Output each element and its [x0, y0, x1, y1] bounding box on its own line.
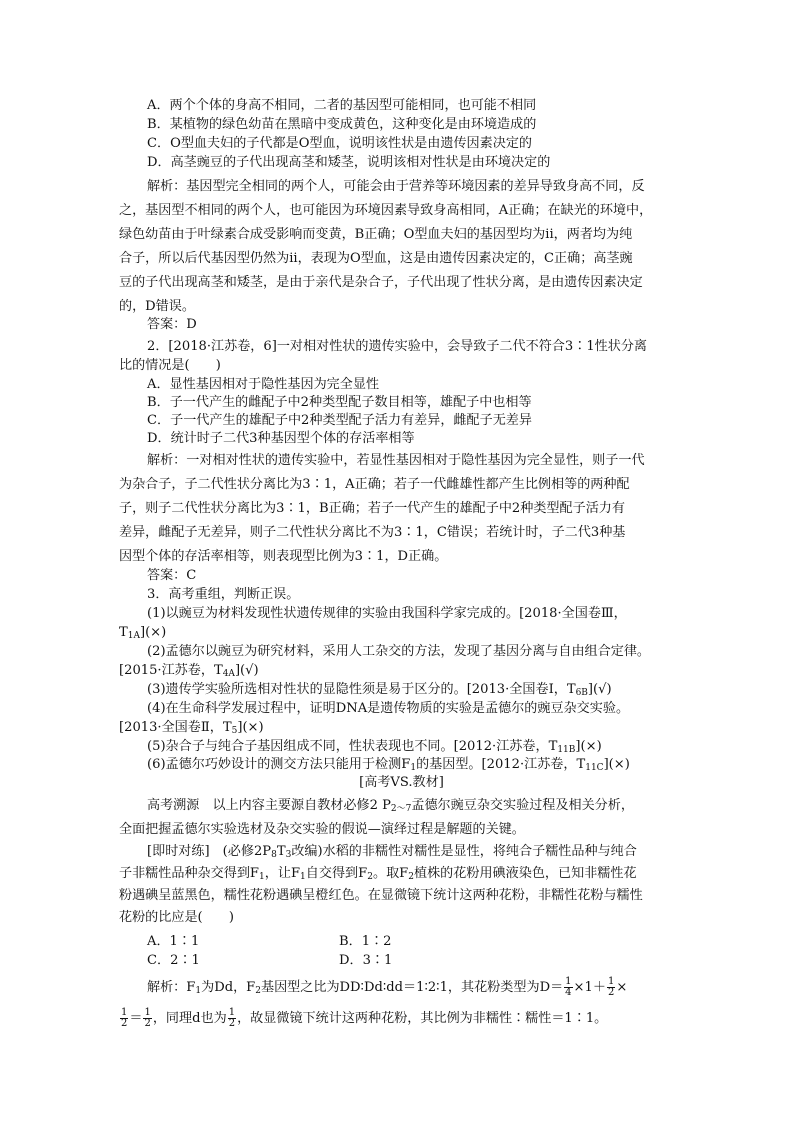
q3-title: 3．高考重组，判断正误。 — [147, 587, 300, 602]
q3-item-4-cont: [2013·全国卷Ⅱ，$T_5](\times)$ — [119, 720, 264, 736]
q2-option-a: A．显性基因相对于隐性基因为完全显性 — [147, 377, 380, 392]
q1-option-a: A．两个个体的身高不相同，二者的基因型可能相同，也可能不相同 — [147, 98, 537, 113]
q2-analysis-line: 解析：一对相对性状的遗传实验中，若显性基因相对于隐性基因为完全显性，则子一代 — [147, 453, 645, 468]
q3-item-6: (6)孟德尔巧妙设计的测交方法只能用于检测$F_1$的基因型。[2012·江苏卷，$T_{11C}](\times)$ — [147, 757, 630, 773]
source-line: 高考溯源 以上内容主要源自教材必修2 $P_{2\sim 7}$孟德尔豌豆杂交实验过程及相关分析， — [147, 798, 634, 814]
q1-analysis-line: 之，基因型不相同的两个人，也可能因为环境因素导致身高相同，A正确；在缺光的环境中， — [119, 203, 653, 218]
fraction: $\frac{1}{2}$ — [121, 1007, 128, 1029]
q2-answer: 答案：C — [147, 568, 197, 583]
practice-stem: 子非糯性品种杂交得到$F_1$，让$F_1$自交得到$F_2$。取$F_2$植株的花粉用碘液染色，已知非糯性花 — [119, 866, 637, 882]
source-line: 全面把握孟德尔实验选材及杂交实验的假说—演绎过程是解题的关键。 — [119, 822, 525, 837]
fraction: $\frac{1}{2}$ — [607, 976, 615, 998]
q3-item-5: (5)杂合子与纯合子基因组成不同，性状表现也不同。[2012·江苏卷，$T_{11B}](\times)$ — [147, 739, 602, 755]
q3-item-3: (3)遗传学实验所选相对性状的显隐性须是易于区分的。[2013·全国卷Ⅰ，$T_{6B}](√)$ — [147, 682, 612, 698]
practice-option-c: C．2∶1 — [147, 953, 200, 968]
q2-analysis-line: 差异，雌配子无差异，则子二代性状分离比不为3∶1，C错误；若统计时，子二代3种基 — [119, 525, 626, 540]
q1-analysis-line: 绿色幼苗由于叶绿素合成受影响而变黄，B正确；O型血夫妇的基因型均为ii，两者均为纯 — [119, 227, 633, 242]
q3-item-1-cont: $T_{1A}](\times)$ — [119, 625, 167, 641]
q1-option-c: C．O型血夫妇的子代都是O型血，说明该性状是由遗传因素决定的 — [147, 136, 533, 151]
q2-option-b: B．子一代产生的雌配子中2种类型配子数目相等，雄配子中也相等 — [147, 395, 532, 410]
practice-analysis-cont: $\frac{1}{2}$ ＝ $\frac{1}{2}$ ，同理d也为 $\frac{1}{2}$ ，故显微镜下统计这两种花粉，其比例为非糯性∶糯性＝1∶1。 — [121, 1007, 608, 1029]
q1-option-b: B．某植物的绿色幼苗在黑暗中变成黄色，这种变化是由环境造成的 — [147, 117, 537, 132]
q3-item-4: (4)在生命科学发展过程中，证明DNA是遗传物质的实验是孟德尔的豌豆杂交实验。 — [147, 701, 630, 716]
q2-option-c: C．子一代产生的雄配子中2种类型配子活力有差异，雌配子无差异 — [147, 413, 532, 428]
practice-stem: 花粉的比应是( ) — [119, 910, 234, 925]
section-heading: [高考VS.教材] — [359, 775, 444, 790]
q2-stem-line: 比的情况是( ) — [119, 358, 221, 373]
q3-item-1: (1)以豌豆为材料发现性状遗传规律的实验由我国科学家完成的。[2018·全国卷Ⅲ， — [147, 606, 627, 621]
q1-answer: 答案：D — [147, 317, 197, 332]
q2-option-d: D．统计时子二代3种基因型个体的存活率相等 — [147, 431, 415, 446]
q1-analysis-line: 合子，所以后代基因型仍然为ii，表现为O型血，这是由遗传因素决定的，C正确；高茎豌 — [119, 251, 633, 266]
fraction: $\frac{1}{2}$ — [144, 1007, 151, 1029]
q1-analysis-line: 的，D错误。 — [119, 299, 195, 314]
practice-stem: 粉遇碘呈蓝黑色，糯性花粉遇碘呈橙红色。在显微镜下统计这两种花粉，非糯性花粉与糯性 — [119, 888, 643, 903]
q1-analysis-line: 解析：基因型完全相同的两个人，可能会由于营养等环境因素的差异导致身高不同，反 — [147, 179, 645, 194]
q1-analysis-line: 豆的子代出现高茎和矮茎，是由于亲代是杂合子，子代出现了性状分离，是由遗传因素决定 — [119, 275, 643, 290]
fraction: $\frac{1}{4}$ — [565, 976, 572, 998]
practice-option-b: B．1∶2 — [339, 934, 392, 949]
q3-item-2: (2)孟德尔以豌豆为研究材料，采用人工杂交的方法，发现了基因分离与自由组合定律。 — [147, 644, 651, 659]
practice-analysis: 解析：$F_1$为Dd，$F_2$基因型之比为DD∶Dd∶dd＝1∶2∶1，其花粉类型为D＝ $\frac{1}{4}$ ×1＋ $\frac{1}{2}$ × — [147, 976, 628, 998]
q2-stem-line: 2．[2018·江苏卷，6]一对相对性状的遗传实验中，会导致子二代不符合3∶1性状分离 — [147, 339, 648, 354]
q1-option-d: D．高茎豌豆的子代出现高茎和矮茎，说明该相对性状是由环境决定的 — [147, 155, 551, 170]
practice-option-d: D．3∶1 — [339, 953, 393, 968]
q2-analysis-line: 因型个体的存活率相等，则表现型比例为3∶1，D正确。 — [119, 549, 448, 564]
fraction: $\frac{1}{2}$ — [228, 1007, 236, 1029]
practice-stem: [即时对练] (必修$2P_8T_3$改编)水稻的非糯性对糯性是显性，将纯合子糯性品种与纯合 — [147, 844, 637, 860]
practice-option-a: A．1∶1 — [147, 934, 200, 949]
q2-analysis-line: 为杂合子，子二代性状分离比为3∶1，A正确；若子一代雌雄性都产生比例相等的两种配 — [119, 477, 630, 492]
q3-item-2-cont: [2015·江苏卷，$T_{4A}](√)$ — [119, 663, 259, 679]
q2-analysis-line: 子，则子二代性状分离比为3∶1，B正确；若子一代产生的雄配子中2种类型配子活力有 — [119, 501, 625, 516]
